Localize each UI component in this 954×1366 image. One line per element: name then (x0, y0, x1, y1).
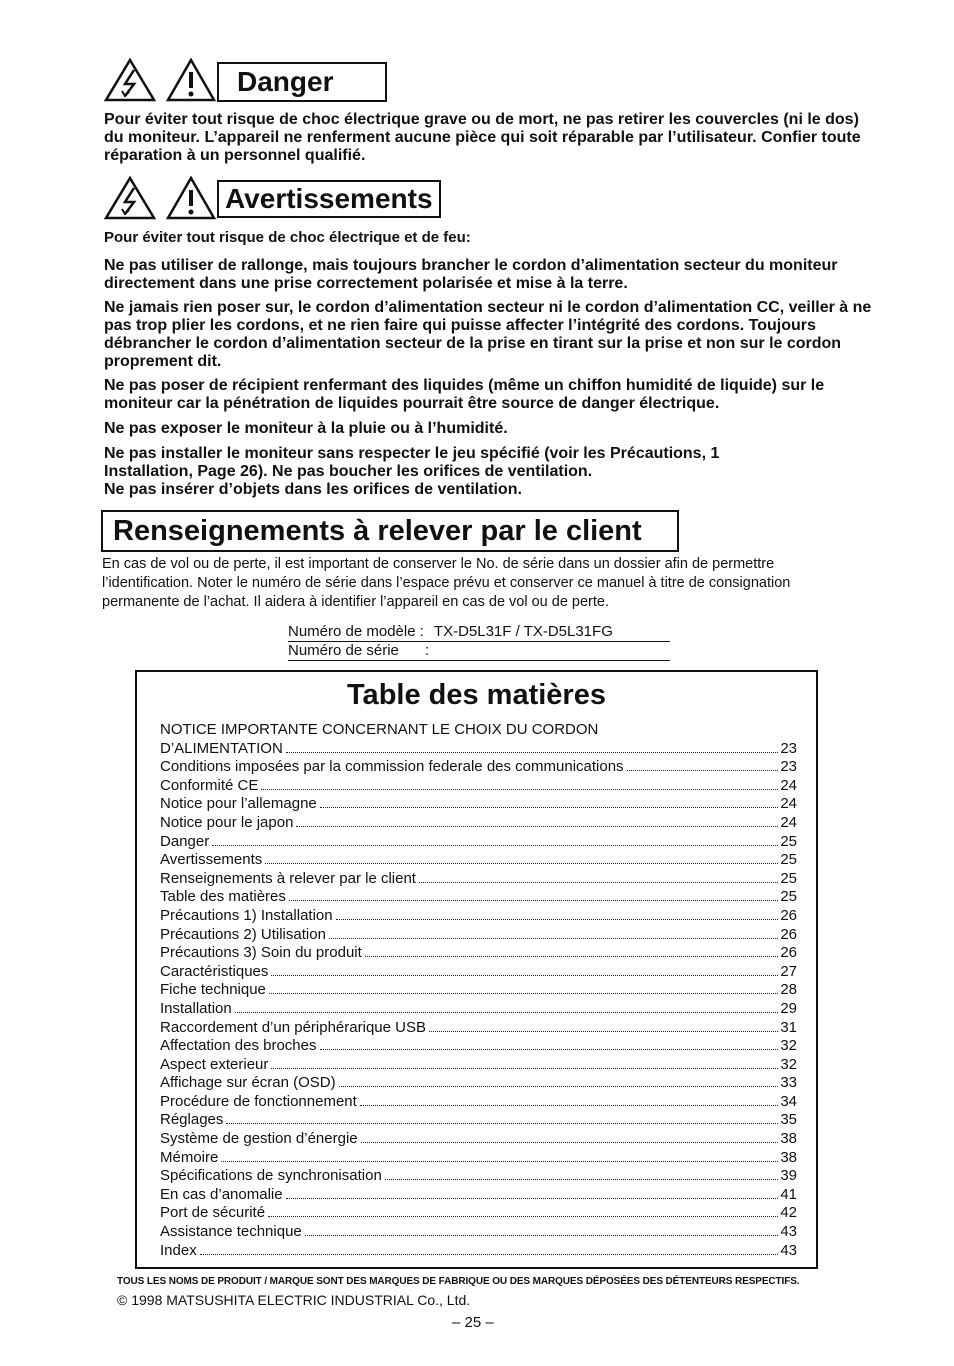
toc-entry-label: Notice pour le japon (160, 813, 294, 831)
toc-entry-page: 24 (780, 813, 797, 831)
caution-exclamation-icon (166, 58, 216, 102)
toc-entry-page: 31 (780, 1018, 797, 1036)
serial-number-label: Numéro de série (288, 642, 399, 659)
toc-entry-page: 32 (780, 1037, 797, 1055)
toc-entry-page: 28 (780, 981, 797, 999)
toc-dot-leader (271, 975, 778, 976)
toc-dot-leader (419, 882, 778, 883)
toc-dot-leader (365, 956, 779, 957)
toc-entry (160, 1019, 797, 1038)
toc-entry-label: Conformité CE (160, 776, 259, 794)
toc-entry-label: Procédure de fonctionnement (160, 1092, 357, 1110)
toc-entry (160, 1056, 797, 1075)
caution-exclamation-icon (166, 176, 216, 220)
toc-entry-label: Aspect exterieur (160, 1055, 269, 1073)
toc-dot-leader (360, 1105, 779, 1106)
toc-entry-page: 38 (780, 1148, 797, 1166)
toc-entry (160, 1130, 797, 1149)
toc-entry-page: 29 (780, 999, 797, 1017)
toc-entry (160, 944, 797, 963)
toc-entry-page: 41 (780, 1185, 797, 1203)
table-of-contents (135, 670, 818, 1269)
toc-entry-page: 23 (780, 739, 797, 757)
toc-entry-label: En cas d’anomalie (160, 1185, 283, 1203)
toc-entry (160, 758, 797, 777)
toc-entry-page: 38 (780, 1130, 797, 1148)
toc-entry-label: Système de gestion d’énergie (160, 1130, 358, 1148)
toc-dot-leader (286, 752, 779, 753)
toc-entry-page: 25 (780, 832, 797, 850)
toc-entry-page: 26 (780, 906, 797, 924)
toc-entry (160, 740, 797, 759)
toc-entry-page: 35 (780, 1111, 797, 1129)
toc-entry (160, 1111, 797, 1130)
toc-list (160, 740, 797, 1261)
toc-entry-page: 27 (780, 962, 797, 980)
toc-entry-label: Renseignements à relever par le client (160, 869, 416, 887)
toc-entry-label: Spécifications de synchronisation (160, 1167, 382, 1185)
toc-dot-leader (200, 1254, 779, 1255)
toc-entry-label: Précautions 2) Utilisation (160, 925, 326, 943)
toc-entry (160, 1167, 797, 1186)
toc-dot-leader (339, 1086, 779, 1087)
toc-dot-leader (296, 826, 778, 827)
toc-dot-leader (289, 900, 778, 901)
toc-entry-page: 43 (780, 1223, 797, 1241)
serial-number-row (288, 641, 670, 661)
toc-entry-page: 25 (780, 888, 797, 906)
toc-entry-label: Conditions imposées par la commission federale des communications (160, 758, 624, 776)
toc-dot-leader (269, 993, 778, 994)
toc-entry (160, 888, 797, 907)
toc-entry (160, 1000, 797, 1019)
toc-entry-label: Installation (160, 999, 232, 1017)
toc-entry-label: Réglages (160, 1111, 224, 1129)
toc-entry-page: 33 (780, 1074, 797, 1092)
customer-heading: Renseignements à relever par le client (101, 510, 679, 552)
toc-entry-label: Affichage sur écran (OSD) (160, 1074, 336, 1092)
toc-entry-label: Caractéristiques (160, 962, 269, 980)
trademark-notice: TOUS LES NOMS DE PRODUIT / MARQUE SONT DES MARQUES DE FABRIQUE OU DES MARQUES DÉPOSÉES DES DÉTENTEURS RESPECTIFS. (117, 1276, 800, 1287)
toc-entry-label: Danger (160, 832, 210, 850)
page-number: – 25 – (452, 1314, 494, 1331)
toc-entry-page: 24 (780, 776, 797, 794)
toc-entry-label: Port de sécurité (160, 1204, 266, 1222)
warnings-paragraph-3: Ne pas poser de récipient renfermant des liquides (même un chiffon humidité de liquide) sur le moniteur car la pénétration de liquides pourrait être source de danger électrique. (104, 377, 825, 412)
warnings-paragraph-4: Ne pas exposer le moniteur à la pluie ou à l’humidité. (104, 420, 508, 437)
toc-entry (160, 963, 797, 982)
electric-shock-warning-icon (104, 58, 156, 102)
warnings-paragraph-1: Ne pas utiliser de rallonge, mais toujours brancher le cordon d’alimentation secteur du moniteur directement dans une prise correctement polarisée et mise à la terre. (104, 257, 838, 292)
warnings-paragraph-5a: Ne pas installer le moniteur sans respecter le jeu spécifié (voir les Précautions, 1 Installation, Page 26). Ne pas boucher les orifices de ventilation. (104, 445, 720, 480)
customer-text: En cas de vol ou de perte, il est important de conserver le No. de série dans un dossier afin de permettre l’identification. Noter le numéro de série dans l’espace prévu et conserver ce manuel à titre de consignation permanente de l’achat. Il aidera à identifier l’appareil en cas de vol ou de perte. (102, 556, 791, 610)
toc-dot-leader (320, 807, 779, 808)
toc-entry-page: 24 (780, 795, 797, 813)
warnings-warning-icons (104, 176, 216, 220)
toc-entry-label: Table des matières (160, 888, 286, 906)
toc-entry-label: Avertissements (160, 851, 263, 869)
toc-entry-label: Notice pour l’allemagne (160, 795, 317, 813)
warnings-intro: Pour éviter tout risque de choc électrique et de feu: (104, 229, 471, 246)
toc-entry-label: D’ALIMENTATION (160, 739, 283, 757)
toc-entry (160, 1223, 797, 1242)
toc-entry (160, 907, 797, 926)
toc-dot-leader (271, 1068, 778, 1069)
toc-dot-leader (235, 1012, 779, 1013)
toc-entry-page: 39 (780, 1167, 797, 1185)
toc-entry-label: Index (160, 1241, 197, 1259)
toc-entry (160, 814, 797, 833)
warnings-paragraph-2: Ne jamais rien poser sur, le cordon d’alimentation secteur ni le cordon d’alimentation CC, veiller à ne pas trop plier les cordons, et ne rien faire qui puisse affecter l’intégrité des cordons. Toujours débrancher le cordon d’alimentation secteur de la prise en tirant sur la prise et non sur le cordon proprement dit. (104, 299, 872, 370)
toc-entry-page: 25 (780, 851, 797, 869)
toc-entry-page: 32 (780, 1055, 797, 1073)
toc-entry-page: 23 (780, 758, 797, 776)
danger-text: Pour éviter tout risque de choc électrique grave ou de mort, ne pas retirer les couvercles (ni le dos) du moniteur. L’appareil ne renferment aucune pièce qui soit réparable par l’utilisateur. Confier toute réparation à un personnel qualifié. (104, 111, 861, 164)
toc-entry (160, 1074, 797, 1093)
toc-title: Table des matières (347, 679, 606, 711)
model-number-value: TX-D5L31F / TX-D5L31FG (433, 623, 613, 640)
toc-dot-leader (429, 1031, 778, 1032)
toc-entry-page: 25 (780, 869, 797, 887)
toc-dot-leader (336, 919, 779, 920)
toc-dot-leader (305, 1235, 779, 1236)
toc-dot-leader (212, 845, 778, 846)
toc-dot-leader (385, 1179, 779, 1180)
toc-dot-leader (221, 1161, 778, 1162)
serial-number-colon: : (425, 642, 430, 659)
toc-dot-leader (226, 1123, 778, 1124)
toc-dot-leader (268, 1216, 778, 1217)
toc-dot-leader (329, 938, 778, 939)
toc-entry (160, 833, 797, 852)
model-number-label: Numéro de modèle : (288, 623, 424, 640)
toc-dot-leader (261, 789, 778, 790)
danger-warning-icons (104, 58, 216, 102)
toc-entry (160, 777, 797, 796)
toc-entry (160, 870, 797, 889)
toc-entry-label: Mémoire (160, 1148, 219, 1166)
toc-first-line: NOTICE IMPORTANTE CONCERNANT LE CHOIX DU CORDON (160, 721, 599, 738)
toc-entry-label: Fiche technique (160, 981, 266, 999)
toc-entry-page: 42 (780, 1204, 797, 1222)
toc-entry-label: Précautions 3) Soin du produit (160, 944, 362, 962)
copyright-notice: © 1998 MATSUSHITA ELECTRIC INDUSTRIAL Co., Ltd. (117, 1292, 471, 1308)
electric-shock-warning-icon (104, 176, 156, 220)
toc-entry-label: Raccordement d’un périphérarique USB (160, 1018, 426, 1036)
toc-entry (160, 1204, 797, 1223)
toc-entry-page: 34 (780, 1092, 797, 1110)
toc-dot-leader (320, 1049, 779, 1050)
toc-entry (160, 851, 797, 870)
toc-entry-label: Affectation des broches (160, 1037, 317, 1055)
toc-dot-leader (627, 770, 779, 771)
toc-entry-label: Assistance technique (160, 1223, 302, 1241)
toc-dot-leader (286, 1198, 779, 1199)
toc-entry (160, 1149, 797, 1168)
toc-entry-label: Précautions 1) Installation (160, 906, 333, 924)
model-number-row (288, 622, 670, 642)
warnings-heading: Avertissements (217, 180, 441, 218)
toc-entry (160, 981, 797, 1000)
toc-entry (160, 1093, 797, 1112)
toc-entry-page: 26 (780, 944, 797, 962)
toc-entry (160, 926, 797, 945)
danger-heading: Danger (217, 62, 387, 102)
toc-entry (160, 1186, 797, 1205)
toc-entry-page: 43 (780, 1241, 797, 1259)
toc-entry (160, 1037, 797, 1056)
warnings-paragraph-5b: Ne pas insérer d’objets dans les orifices de ventilation. (104, 481, 522, 498)
toc-dot-leader (361, 1142, 779, 1143)
toc-entry (160, 1242, 797, 1261)
toc-entry-page: 26 (780, 925, 797, 943)
toc-entry (160, 795, 797, 814)
toc-dot-leader (265, 863, 778, 864)
